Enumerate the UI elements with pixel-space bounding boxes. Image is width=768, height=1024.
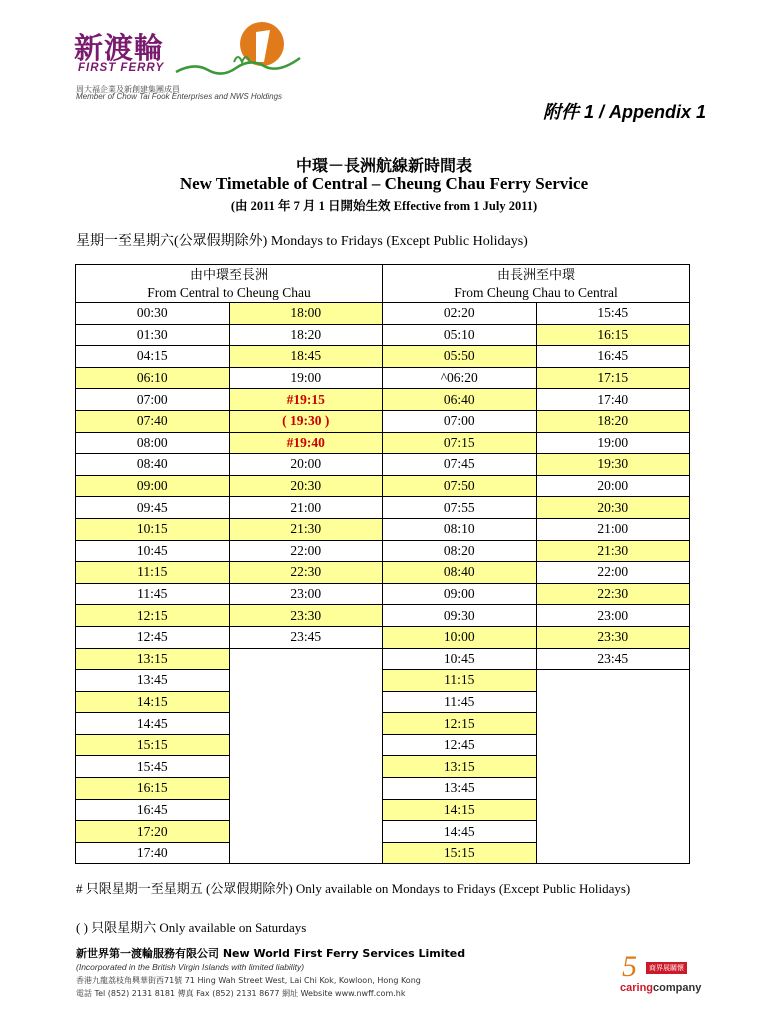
table-row — [76, 497, 690, 519]
time-cell-central-early: 13:15 — [76, 648, 230, 670]
time-cell-cheungchau-early: 13:15 — [383, 756, 537, 778]
logo-chinese-name: 新渡輪 — [74, 31, 165, 65]
time-cell-central-early: 11:45 — [76, 583, 230, 605]
time-cell-cheungchau-early: 07:55 — [383, 497, 537, 519]
time-cell-cheungchau-early: 15:15 — [383, 842, 537, 864]
caring-text-b: company — [653, 982, 702, 994]
effective-date: (由 2011 年 7 月 1 日開始生效 Effective from 1 July 2011) — [230, 199, 538, 213]
footnote-weekdays: # 只限星期一至星期五 (公眾假期除外) Only available on Mondays to Fridays (Except Public Holidays) — [76, 881, 631, 896]
time-cell-central-early: 01:30 — [76, 324, 230, 346]
time-cell-cheungchau-late: 23:45 — [536, 648, 690, 670]
time-cell-cheungchau-early: 12:45 — [383, 734, 537, 756]
time-cell-central-late: 20:00 — [229, 454, 383, 476]
time-cell-cheungchau-early: 05:10 — [383, 324, 537, 346]
time-cell-cheungchau-late: 23:00 — [536, 605, 690, 627]
caring-badge: 商界展關懷 — [646, 962, 687, 974]
table-row — [76, 518, 690, 540]
time-cell-central-late: ( 19:30 ) — [229, 410, 383, 432]
time-cell-central-late: 21:00 — [229, 497, 383, 519]
timetable — [75, 264, 690, 864]
time-cell-cheungchau-early: 02:20 — [383, 303, 537, 325]
time-cell-cheungchau-early: 09:00 — [383, 583, 537, 605]
time-cell-cheungchau-early: 08:20 — [383, 540, 537, 562]
time-cell-cheungchau-late: 18:20 — [536, 410, 690, 432]
time-cell-central-early: 17:40 — [76, 842, 230, 864]
time-cell-central-early: 07:00 — [76, 389, 230, 411]
footer-address: 香港九龍荔枝角興華街西71號 71 Hing Wah Street West, Lai Chi Kok, Kowloon, Hong Kong — [76, 976, 421, 985]
time-cell-cheungchau-late: 21:30 — [536, 540, 690, 562]
time-cell-cheungchau-early: 08:40 — [383, 562, 537, 584]
time-cell-central-late: 23:30 — [229, 605, 383, 627]
header-cn: 由長洲至中環 — [496, 267, 575, 283]
empty-cell — [229, 648, 383, 864]
time-cell-cheungchau-late: 20:00 — [536, 475, 690, 497]
caring-years: 5 — [622, 950, 637, 983]
caring-company-logo — [618, 950, 718, 1010]
time-cell-cheungchau-early: 14:45 — [383, 821, 537, 843]
time-cell-cheungchau-early: 07:50 — [383, 475, 537, 497]
time-cell-cheungchau-late: 17:15 — [536, 367, 690, 389]
time-cell-cheungchau-early: ^06:20 — [383, 367, 537, 389]
time-cell-cheungchau-early: 06:40 — [383, 389, 537, 411]
service-days-note: 星期一至星期六(公眾假期除外) Mondays to Fridays (Except Public Holidays) — [76, 234, 528, 249]
time-cell-cheungchau-early: 12:15 — [383, 713, 537, 735]
table-row — [76, 346, 690, 368]
time-cell-cheungchau-early: 08:10 — [383, 518, 537, 540]
time-cell-central-late: 21:30 — [229, 518, 383, 540]
time-cell-cheungchau-late: 15:45 — [536, 303, 690, 325]
time-cell-cheungchau-late: 17:40 — [536, 389, 690, 411]
caring-text — [620, 982, 701, 994]
time-cell-central-late: 22:00 — [229, 540, 383, 562]
table-row — [76, 389, 690, 411]
footer-incorporation: (Incorporated in the British Virgin Islands with limited liability) — [76, 962, 305, 972]
time-cell-cheungchau-late: 23:30 — [536, 626, 690, 648]
caring-text-a: caring — [620, 982, 654, 994]
time-cell-central-early: 17:20 — [76, 821, 230, 843]
table-row — [76, 410, 690, 432]
time-cell-central-late: 19:00 — [229, 367, 383, 389]
time-cell-central-early: 16:15 — [76, 778, 230, 800]
time-cell-central-early: 12:45 — [76, 626, 230, 648]
time-cell-cheungchau-early: 07:00 — [383, 410, 537, 432]
time-cell-central-late: 18:45 — [229, 346, 383, 368]
time-cell-central-early: 12:15 — [76, 605, 230, 627]
time-cell-central-early: 09:45 — [76, 497, 230, 519]
time-cell-cheungchau-early: 05:50 — [383, 346, 537, 368]
time-cell-cheungchau-late: 21:00 — [536, 518, 690, 540]
footnote-saturdays: ( ) 只限星期六 Only available on Saturdays — [76, 920, 307, 935]
time-cell-central-early: 09:00 — [76, 475, 230, 497]
time-cell-central-early: 04:15 — [76, 346, 230, 368]
time-cell-central-late: 23:45 — [229, 626, 383, 648]
time-cell-central-late: #19:15 — [229, 389, 383, 411]
time-cell-cheungchau-early: 13:45 — [383, 778, 537, 800]
table-row — [76, 432, 690, 454]
title-english: New Timetable of Central – Cheung Chau Ferry Service — [179, 174, 589, 193]
time-cell-central-early: 14:15 — [76, 691, 230, 713]
time-cell-central-early: 08:00 — [76, 432, 230, 454]
time-cell-central-early: 11:15 — [76, 562, 230, 584]
footer-company-name: 新世界第一渡輪服務有限公司 New World First Ferry Services Limited — [76, 947, 466, 960]
empty-cell — [536, 670, 690, 864]
table-row — [76, 670, 690, 692]
member-chinese: 周大福企業及新創建集團成員 — [76, 85, 180, 94]
time-cell-central-early: 06:10 — [76, 367, 230, 389]
time-cell-central-early: 15:45 — [76, 756, 230, 778]
time-cell-central-late: 20:30 — [229, 475, 383, 497]
time-cell-central-early: 07:40 — [76, 410, 230, 432]
time-cell-central-late: 23:00 — [229, 583, 383, 605]
time-cell-central-early: 13:45 — [76, 670, 230, 692]
time-cell-cheungchau-late: 22:30 — [536, 583, 690, 605]
time-cell-central-late: 18:00 — [229, 303, 383, 325]
time-cell-cheungchau-early: 09:30 — [383, 605, 537, 627]
time-cell-central-early: 00:30 — [76, 303, 230, 325]
time-cell-cheungchau-early: 10:45 — [383, 648, 537, 670]
time-cell-cheungchau-early: 07:45 — [383, 454, 537, 476]
table-row — [76, 583, 690, 605]
time-cell-central-early: 16:45 — [76, 799, 230, 821]
header-cheung-chau-to-central — [383, 265, 690, 303]
table-row — [76, 303, 690, 325]
header-en: From Central to Cheung Chau — [147, 284, 311, 300]
time-cell-cheungchau-late: 19:00 — [536, 432, 690, 454]
time-cell-central-early: 10:45 — [76, 540, 230, 562]
table-row — [76, 454, 690, 476]
time-cell-central-late: #19:40 — [229, 432, 383, 454]
time-cell-cheungchau-early: 11:45 — [383, 691, 537, 713]
table-row — [76, 475, 690, 497]
time-cell-cheungchau-late: 20:30 — [536, 497, 690, 519]
table-row — [76, 562, 690, 584]
header-en: From Cheung Chau to Central — [454, 284, 618, 300]
time-cell-central-early: 14:45 — [76, 713, 230, 735]
time-cell-central-early: 15:15 — [76, 734, 230, 756]
ferry-mark-icon — [174, 22, 304, 82]
header-cn: 由中環至長洲 — [189, 267, 268, 283]
first-ferry-logo — [74, 24, 304, 84]
time-cell-central-early: 10:15 — [76, 518, 230, 540]
time-cell-central-late: 18:20 — [229, 324, 383, 346]
member-english: Member of Chow Tai Fook Enterprises and NWS Holdings — [76, 92, 283, 101]
time-cell-cheungchau-early: 07:15 — [383, 432, 537, 454]
table-row — [76, 324, 690, 346]
table-row — [76, 540, 690, 562]
time-cell-cheungchau-late: 22:00 — [536, 562, 690, 584]
time-cell-cheungchau-late: 16:45 — [536, 346, 690, 368]
timetable-body — [76, 303, 690, 864]
table-row — [76, 648, 690, 670]
logo-english-name: FIRST FERRY — [78, 62, 165, 74]
table-row — [76, 367, 690, 389]
footer-contact: 電話 Tel (852) 2131 8181 傳真 Fax (852) 2131 8677 網址 Website www.nwff.com.hk — [76, 989, 406, 998]
time-cell-cheungchau-early: 14:15 — [383, 799, 537, 821]
table-row — [76, 626, 690, 648]
time-cell-cheungchau-early: 10:00 — [383, 626, 537, 648]
time-cell-central-late: 22:30 — [229, 562, 383, 584]
time-cell-cheungchau-late: 16:15 — [536, 324, 690, 346]
appendix-label: 附件 1 / Appendix 1 — [542, 102, 706, 122]
time-cell-cheungchau-early: 11:15 — [383, 670, 537, 692]
time-cell-central-early: 08:40 — [76, 454, 230, 476]
title-chinese: 中環－長洲航線新時間表 — [295, 156, 472, 175]
header-central-to-cheung-chau — [76, 265, 383, 303]
table-row — [76, 605, 690, 627]
time-cell-cheungchau-late: 19:30 — [536, 454, 690, 476]
